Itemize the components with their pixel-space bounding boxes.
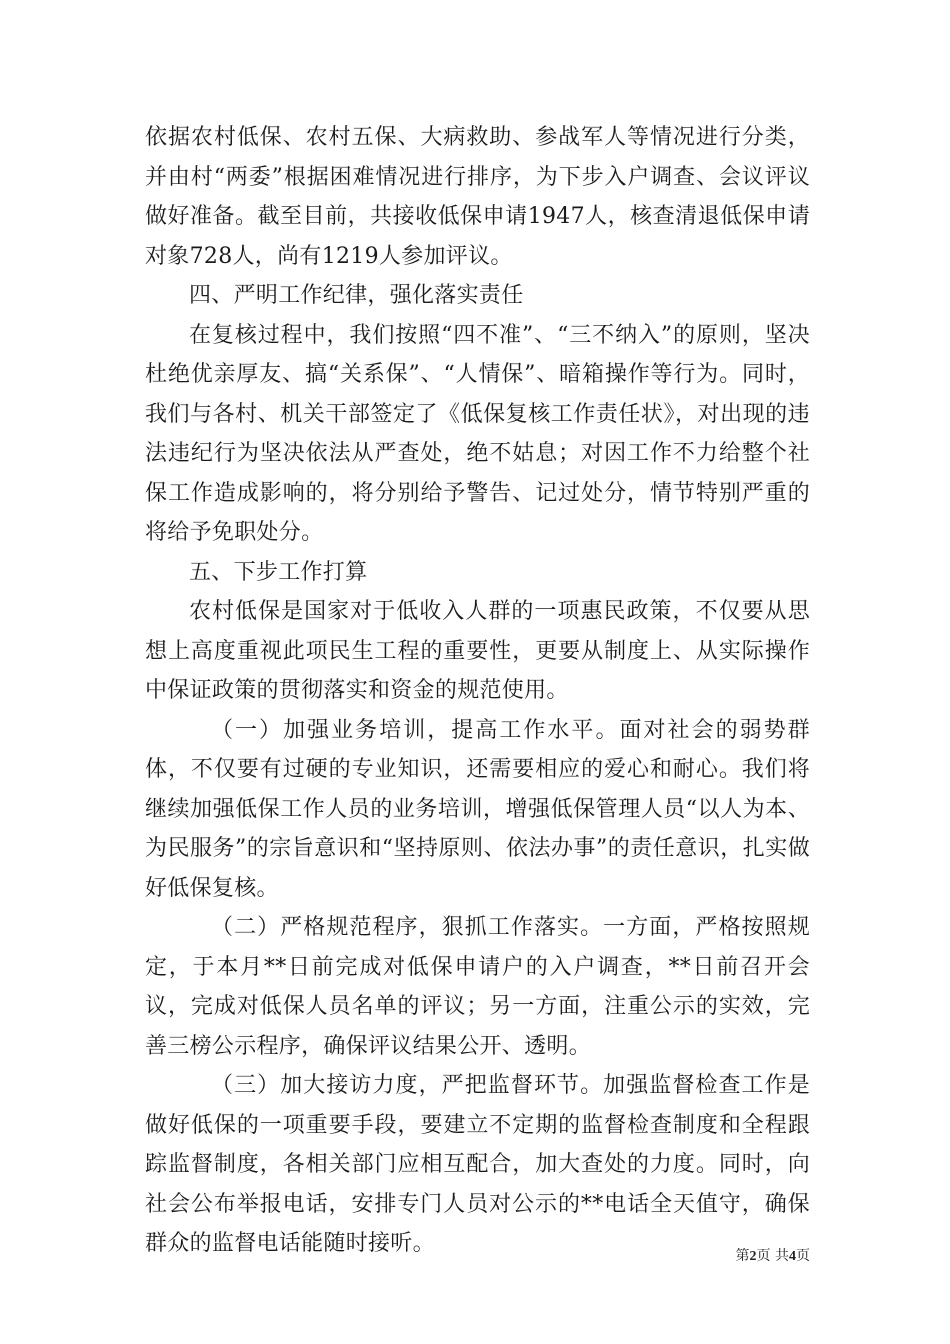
paragraph-procedure: （二）严格规范程序，狠抓工作落实。一方面，严格按照规定，于本月**日前完成对低保申请户的入户调查，**日前召开会议，完成对低保人员名单的评议；另一方面，注重公示的实效，完善三榜公示程序，确保评议结果公开、透明。 bbox=[145, 915, 810, 1059]
paragraph-discipline: 在复核过程中，我们按照“四不准”、“三不纳入”的原则，坚决杜绝优亲厚友、搞“关系保”、“人情保”、暗箱操作等行为。同时，我们与各村、机关干部签定了《低保复核工作责任状》，对出现的违法违纪行为坚决依法从严查处，绝不姑息；对因工作不力给整个社保工作造成影响的，将分别给予警告、记过处分，情节特别严重的将给予免职处分。 bbox=[145, 322, 810, 545]
heading-section-five: 五、下步工作打算 bbox=[189, 559, 368, 585]
footer-current-page: 2 bbox=[749, 1249, 757, 1264]
page-number-footer bbox=[700, 1245, 810, 1265]
paragraph-supervision: （三）加大接访力度，严把监督环节。加强监督检查工作是做好低保的一项重要手段，要建立不定期的监督检查制度和全程跟踪监督制度，各相关部门应相互配合，加大查处的力度。同时，向社会公布举报电话，安排专门人员对公示的**电话全天值守，确保群众的监督电话能随时接听。 bbox=[145, 1073, 810, 1256]
paragraph-training: （一）加强业务培训，提高工作水平。面对社会的弱势群体，不仅要有过硬的专业知识，还需要相应的爱心和耐心。我们将继续加强低保工作人员的业务培训，增强低保管理人员“以人为本、为民服务”的宗旨意识和“坚持原则、依法办事”的责任意识，扎实做好低保复核。 bbox=[145, 717, 810, 901]
footer-prefix: 第 bbox=[735, 1248, 750, 1264]
footer-suffix: 页 bbox=[796, 1248, 810, 1264]
footer-middle: 页 共 bbox=[756, 1248, 789, 1264]
document-body bbox=[145, 118, 810, 1264]
paragraph-classification: 依据农村低保、农村五保、大病救助、参战军人等情况进行分类，并由村“两委”根据困难情况进行排序，为下步入户调查、会议评议做好准备。截至目前，共接收低保申请1947人，核查清退低保申请对象728人，尚有1219人参加评议。 bbox=[145, 125, 810, 269]
footer-total-pages: 4 bbox=[789, 1249, 796, 1264]
paragraph-policy-intro: 农村低保是国家对于低收入人群的一项惠民政策，不仅要从思想上高度重视此项民生工程的重要性，更要从制度上、从实际操作中保证政策的贯彻落实和资金的规范使用。 bbox=[145, 599, 810, 703]
heading-section-four: 四、严明工作纪律，强化落实责任 bbox=[189, 283, 524, 308]
